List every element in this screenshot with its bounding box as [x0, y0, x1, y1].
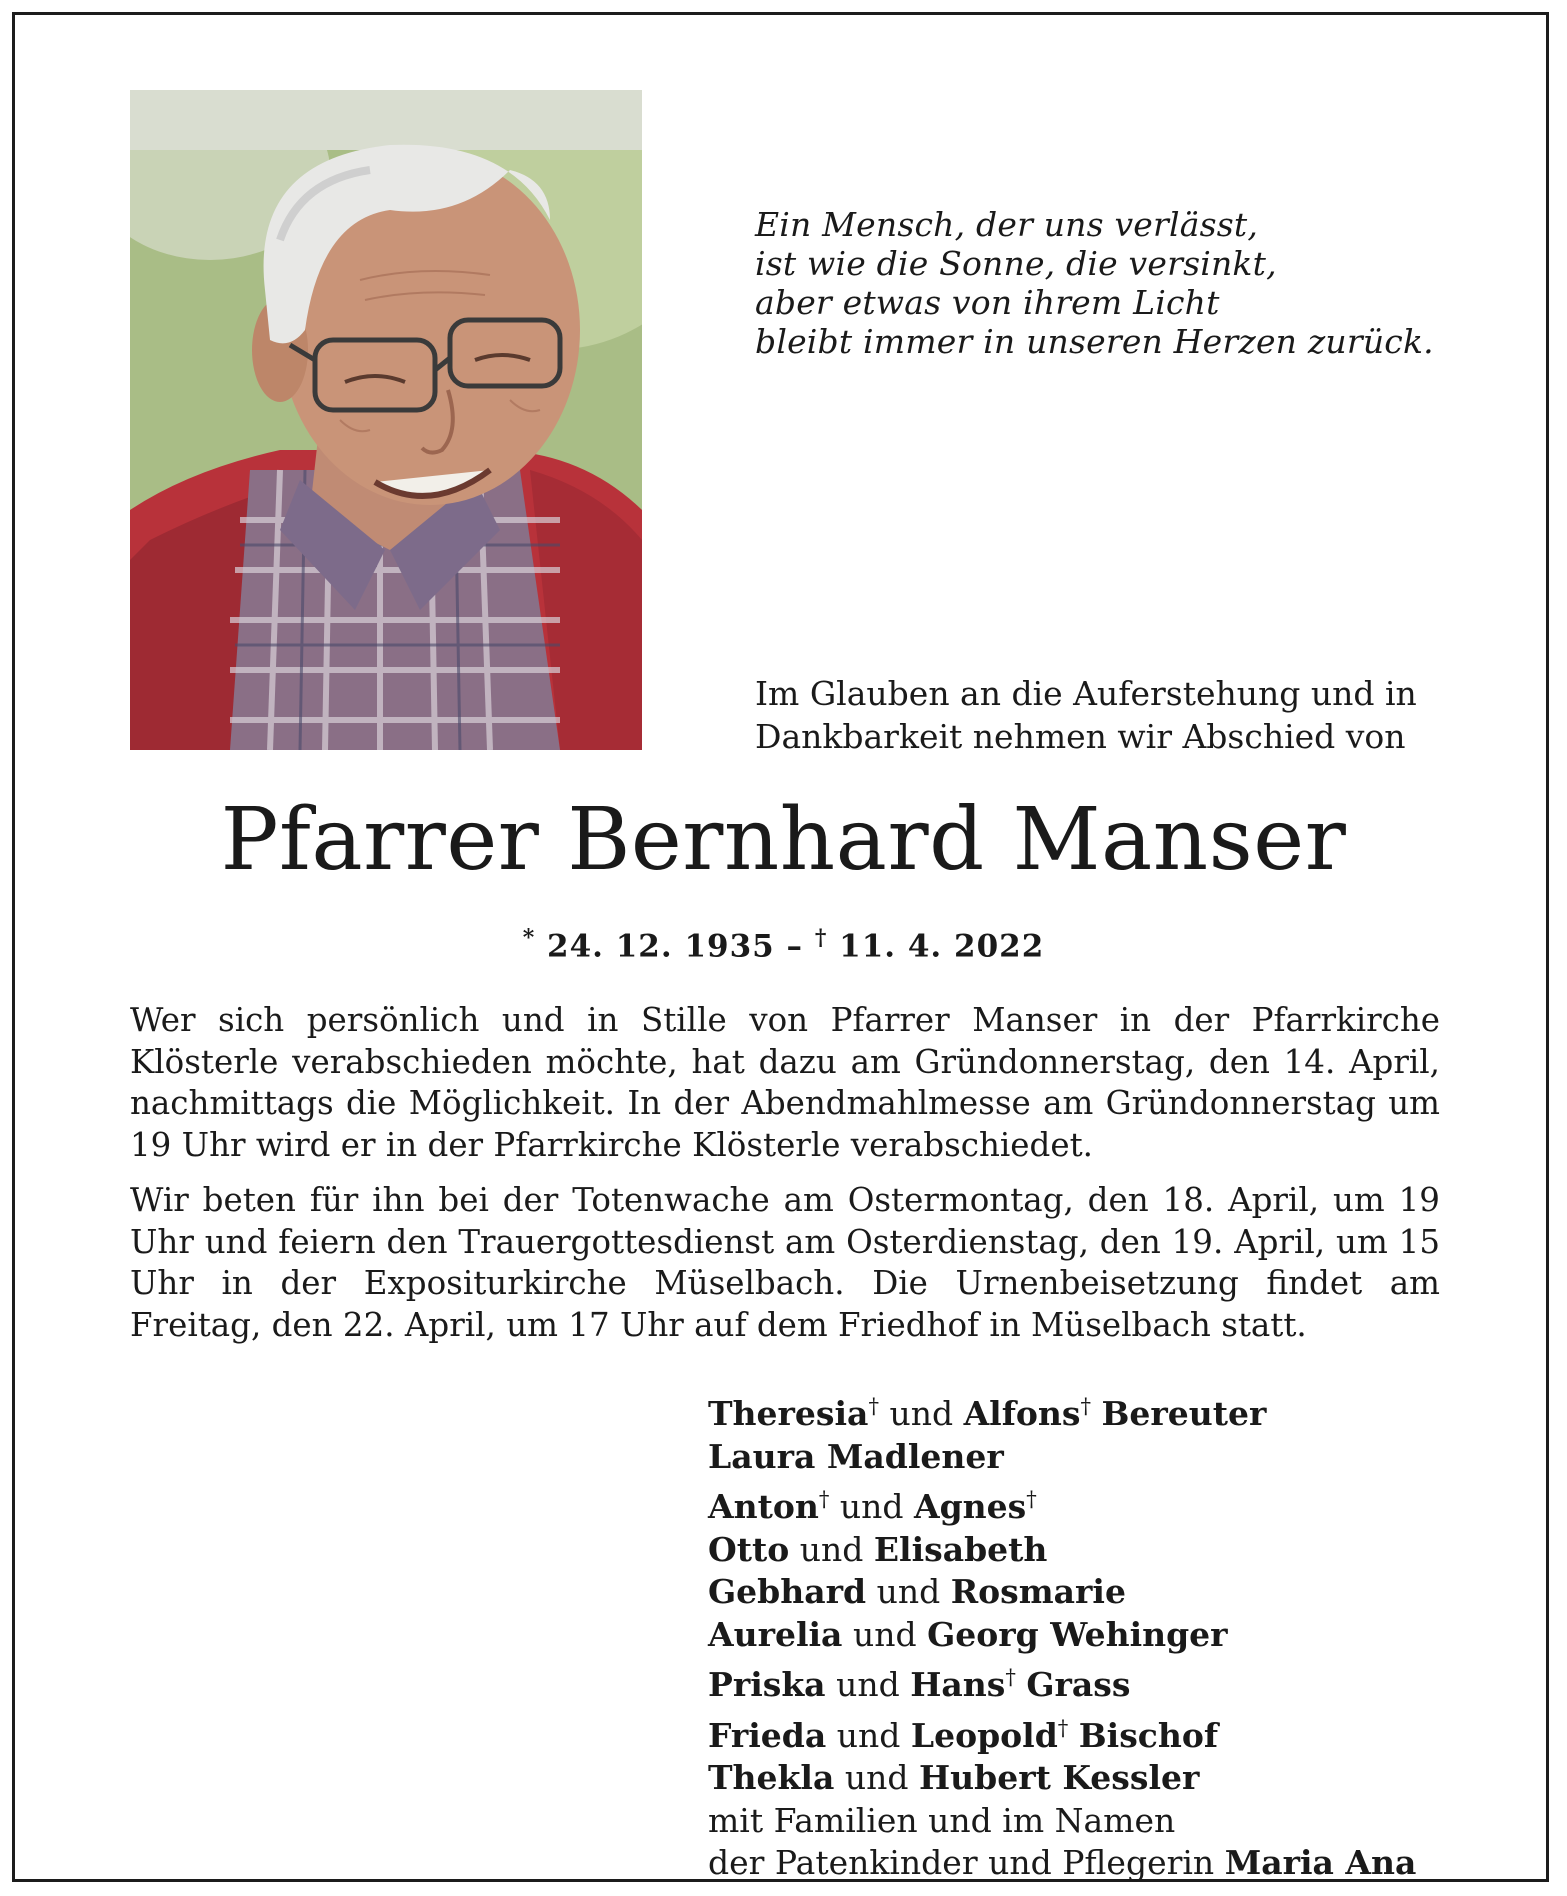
- quote-line: Ein Mensch, der uns verlässt,: [755, 205, 1259, 244]
- deceased-cross: †: [1026, 1487, 1037, 1511]
- mourner-row: [708, 1757, 1508, 1800]
- intro-line: Im Glauben an die Auferstehung und in: [755, 674, 1417, 713]
- closing-line: [708, 1842, 1508, 1885]
- mourner-row: [708, 1478, 1508, 1529]
- deceased-cross: †: [868, 1394, 879, 1418]
- portrait-photo: [130, 90, 642, 750]
- connector-word: und: [889, 1394, 954, 1433]
- deceased-cross: †: [1057, 1715, 1069, 1740]
- mourner-row: [708, 1656, 1508, 1707]
- memorial-quote: [755, 205, 1455, 361]
- intro-line: Dankbarkeit nehmen wir Abschied von: [755, 717, 1406, 756]
- mourner-name: Rosmarie: [950, 1572, 1126, 1611]
- details-paragraph: Wir beten für ihn bei der Totenwache am Ostermontag, den 18. April, um 19 Uhr und feiern den Trauergottesdienst am Osterdienstag, den 19. April, um 15 Uhr in der Expositurkirche Müselbach. Die Urnenbeisetzung findet am Freitag, den 22. April, um 17 Uhr auf dem Friedhof in Müselbach statt.: [130, 1181, 1440, 1344]
- mourner-row: [708, 1436, 1508, 1479]
- birth-date: 24. 12. 1935: [547, 928, 775, 965]
- mourner-name: Priska: [708, 1665, 826, 1704]
- connector-word: und: [876, 1572, 941, 1611]
- connector-word: und: [836, 1715, 901, 1755]
- mourner-name: Aurelia: [708, 1614, 843, 1654]
- mourner-surname: Bereuter: [1101, 1394, 1267, 1433]
- mourner-name: Alfons: [963, 1394, 1081, 1433]
- mourner-name: Agnes: [913, 1487, 1027, 1526]
- mourner-name: Hans: [910, 1665, 1006, 1704]
- mourner-row: [708, 1571, 1508, 1614]
- funeral-details: [130, 1000, 1440, 1360]
- mourner-name: Thekla: [708, 1758, 835, 1797]
- mourner-name: Hubert Kessler: [918, 1758, 1200, 1797]
- quote-line: aber etwas von ihrem Licht: [755, 283, 1220, 322]
- mourner-row: [708, 1614, 1508, 1657]
- death-date: 11. 4. 2022: [839, 928, 1045, 965]
- mourner-name: Anton: [708, 1487, 819, 1526]
- birth-symbol: *: [522, 925, 536, 951]
- farewell-intro: [755, 672, 1475, 758]
- mourner-row: [708, 1385, 1508, 1436]
- mourner-name: Leopold: [910, 1715, 1058, 1755]
- life-dates: [0, 925, 1567, 964]
- connector-word: und: [852, 1614, 917, 1654]
- quote-line: ist wie die Sonne, die versinkt,: [755, 244, 1277, 283]
- mourners-list: [708, 1385, 1508, 1885]
- deceased-cross: †: [1005, 1665, 1016, 1689]
- mourner-name: Frieda: [708, 1715, 827, 1755]
- date-separator: –: [774, 928, 815, 965]
- death-symbol: †: [814, 925, 828, 951]
- mourner-surname: Grass: [1026, 1665, 1131, 1704]
- deceased-cross: †: [818, 1487, 830, 1511]
- connector-word: und: [839, 1487, 904, 1526]
- mourner-name: Elisabeth: [873, 1529, 1048, 1569]
- mourner-name: Otto: [708, 1529, 790, 1569]
- closing-prefix: der Patenkinder und Pflegerin: [708, 1843, 1215, 1882]
- mourner-row: [708, 1707, 1508, 1758]
- deceased-name: Pfarrer Bernhard Manser: [220, 790, 1347, 890]
- mourner-name: Theresia: [708, 1394, 869, 1433]
- mourner-name: Laura Madlener: [708, 1436, 1004, 1476]
- mourner-surname: Bischof: [1078, 1715, 1219, 1755]
- details-paragraph: Wer sich persönlich und in Stille von Pfarrer Manser in der Pfarrkirche Klösterle verabschieden möchte, hat dazu am Gründonnerstag, den 14. April, nachmittags die Möglichkeit. In der Abendmahlmesse am Gründonnerstag um 19 Uhr wird er in der Pfarrkirche Klösterle verabschiedet.: [130, 1001, 1440, 1164]
- closing-line: mit Familien und im Namen: [708, 1800, 1176, 1840]
- caregiver-name: Maria Ana: [1224, 1843, 1417, 1882]
- mourner-name: Georg Wehinger: [927, 1614, 1228, 1654]
- portrait-photo-icon: [130, 90, 642, 750]
- mourner-row: [708, 1529, 1508, 1572]
- quote-line: bleibt immer in unseren Herzen zurück.: [755, 322, 1434, 361]
- mourner-name: Gebhard: [708, 1572, 867, 1611]
- connector-word: und: [844, 1758, 909, 1797]
- deceased-cross: †: [1080, 1394, 1091, 1418]
- connector-word: und: [799, 1529, 864, 1569]
- connector-word: und: [836, 1665, 900, 1704]
